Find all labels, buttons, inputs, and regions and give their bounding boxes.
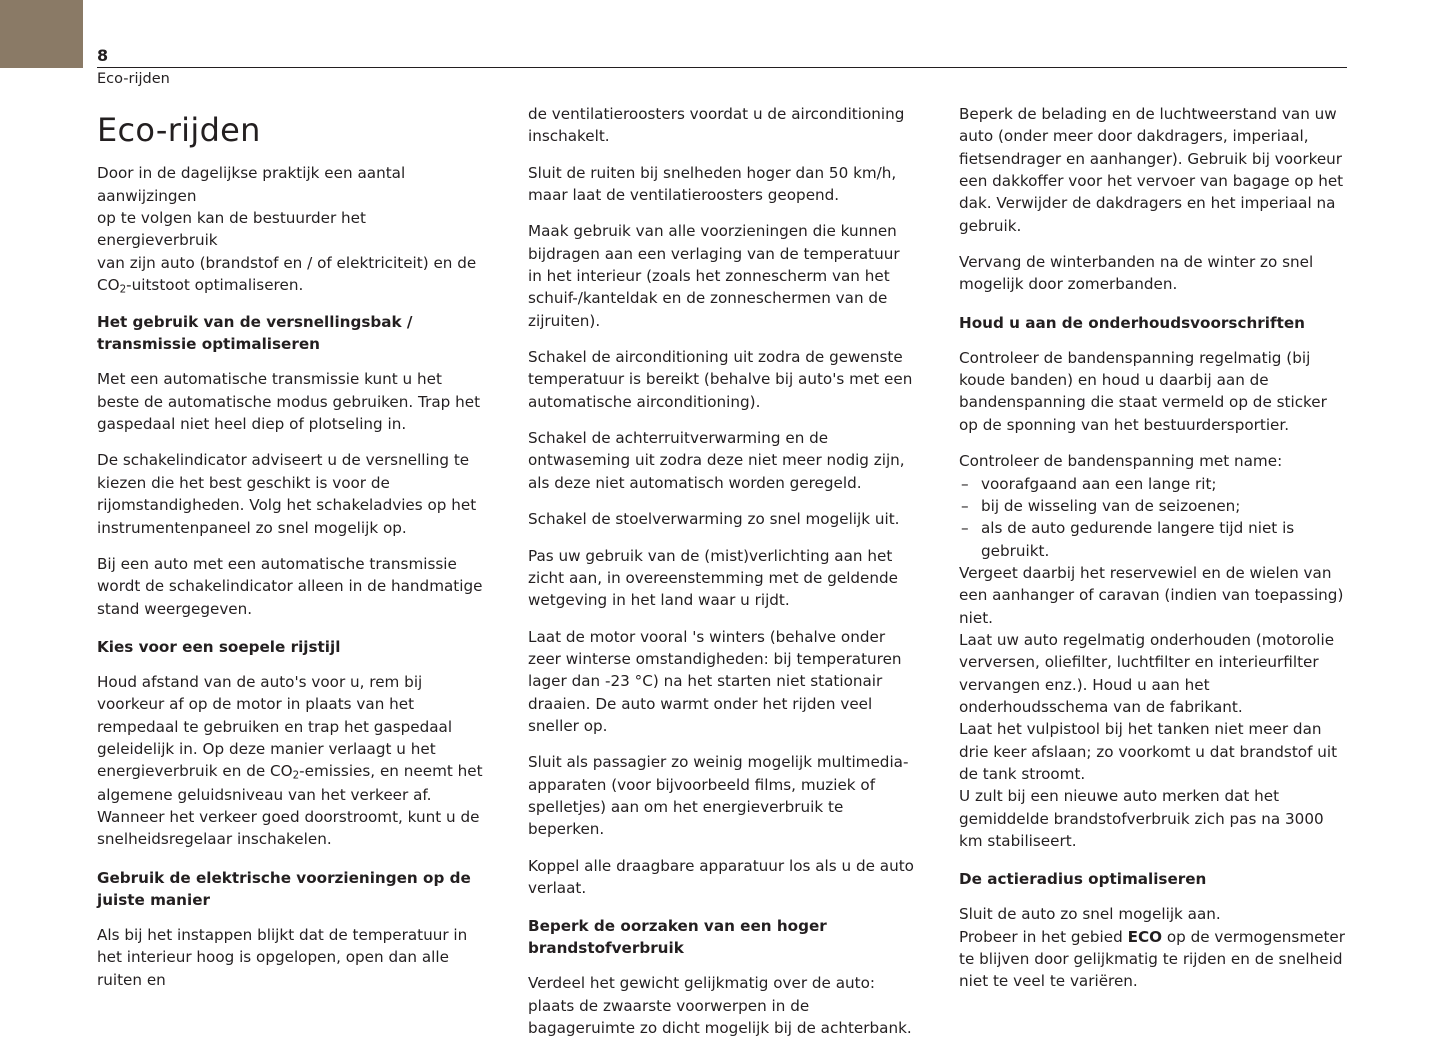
paragraph-multimedia: Sluit als passagier zo weinig mogelijk multimedia-apparaten (voor bijvoorbeeld films, muziek of spelletjes) aan om het energieverbruik te beperken. <box>528 753 909 839</box>
eco-text-a: Probeer in het gebied <box>959 927 1128 946</box>
rijstijl-text-b: -emissies, en neemt het algemene geluidsniveau van het verkeer af. Wanneer het verkeer goed doorstroomt, kunt u de snelheidsregelaar inschakelen. <box>97 762 483 849</box>
bandenspanning-list <box>959 473 1348 562</box>
co2-suffix: -uitstoot optimaliseren. <box>126 275 304 294</box>
paragraph-eco-gebied <box>959 926 1348 993</box>
heading-elektrische-voorzieningen: Gebruik de elektrische voorzieningen op de juiste manier <box>97 868 471 909</box>
rijstijl-text-a: Houd afstand van de auto's voor u, rem bij voorkeur af op de motor in plaats van het rempedaal te gebruiken en trap het gaspedaal geleidelijk in. Op deze manier verlaagt u het energieverbruik en de CO <box>97 672 453 781</box>
heading-brandstofverbruik: Beperk de oorzaken van een hoger brandstofverbruik <box>528 917 827 958</box>
paragraph-achterruitverwarming: Schakel de achterruitverwarming en de ontwaseming uit zodra deze niet meer nodig zijn, als deze niet automatisch worden geregeld. <box>528 429 905 492</box>
paragraph-mistverlichting: Pas uw gebruik van de (mist)verlichting aan het zicht aan, in overeenstemming met de geldende wetgeving in het land waar u rijdt. <box>528 546 899 610</box>
column-middle <box>528 103 917 1053</box>
paragraph-auto-aansluiten: Sluit de auto zo snel mogelijk aan. <box>959 905 1221 924</box>
paragraph-stationair-draaien: Laat de motor vooral 's winters (behalve onder zeer winterse omstandigheden: bij temperaturen lager dan -23 °C) na het starten niet stationair draaien. De auto warmt onder het rijden veel sneller op. <box>528 627 902 735</box>
co2-subscript-2: 2 <box>292 769 300 782</box>
paragraph-airconditioning-uit: Schakel de airconditioning uit zodra de gewenste temperatuur is bereikt (behalve bij auto's met een automatische airconditioning). <box>528 348 913 411</box>
column-right <box>959 103 1348 1053</box>
heading-actieradius: De actieradius optimaliseren <box>959 870 1207 889</box>
paragraph-instappen-temperatuur: Als bij het instappen blijkt dat de temperatuur in het interieur hoog is opgelopen, open dan alle ruiten en <box>97 925 468 989</box>
list-item: – als de auto gedurende langere tijd niet is gebruikt. <box>959 517 1348 562</box>
co2-subscript: 2 <box>119 283 127 296</box>
paragraph-stoelverwarming: Schakel de stoelverwarming zo snel mogelijk uit. <box>528 510 900 529</box>
paragraph-handmatige-stand: Bij een auto met een automatische transmissie wordt de schakelindicator alleen in de handmatige stand weergegeven. <box>97 554 483 618</box>
eco-text-b: op de vermogensmeter te blijven door gelijkmatig te rijden en de snelheid niet te veel te variëren. <box>959 927 1346 991</box>
page-header <box>97 48 1347 89</box>
paragraph-schakelindicator: De schakelindicator adviseert u de versnelling te kiezen die het best geschikt is voor de rijomstandigheden. Volg het schakeladvies op het instrumentenpaneel zo snel mogelijk op. <box>97 451 477 537</box>
paragraph-vulpistool: Laat het vulpistool bij het tanken niet meer dan drie keer afslaan; zo voorkomt u dat brandstof uit de tank stroomt. <box>959 720 1338 783</box>
paragraph-ruiten-snelheid: Sluit de ruiten bij snelheden hoger dan 50 km/h, maar laat de ventilatieroosters geopend. <box>528 163 897 205</box>
paragraph-nieuwe-auto: U zult bij een nieuwe auto merken dat het gemiddelde brandstofverbruik zich pas na 3000 km stabiliseert. <box>959 787 1324 850</box>
paragraph-automatische-transmissie: Met een automatische transmissie kunt u het beste de automatische modus gebruiken. Trap het gaspedaal niet heel diep of plotseling in. <box>97 370 481 434</box>
paragraph-draagbare-apparatuur: Koppel alle draagbare apparatuur los als u de auto verlaat. <box>528 856 914 897</box>
paragraph-rijstijl <box>97 671 486 851</box>
intro-line-1: Door in de dagelijkse praktijk een aantal aanwijzingen <box>97 164 406 205</box>
content-columns <box>97 103 1348 1053</box>
page-title: Eco-rijden <box>97 111 261 149</box>
paragraph-reservewiel: Vergeet daarbij het reservewiel en de wielen van een aanhanger of caravan (indien van toepassing) niet. <box>959 563 1344 627</box>
eco-label: ECO <box>1127 927 1163 946</box>
intro-line-4 <box>97 274 486 297</box>
paragraph-bandenspanning-intro: Controleer de bandenspanning met name: <box>959 452 1283 471</box>
column-left <box>97 103 486 1053</box>
header-chapter-title: Eco-rijden <box>97 70 170 87</box>
heading-onderhoudsvoorschriften: Houd u aan de onderhoudsvoorschriften <box>959 313 1305 332</box>
heading-transmissie: Het gebruik van de versnellingsbak / transmissie optimaliseren <box>97 313 413 354</box>
paragraph-onderhoud: Laat uw auto regelmatig onderhouden (motorolie verversen, oliefilter, luchtfilter en interieurfilter vervangen enz.). Houd u aan het onderhoudsschema van de fabrikant. <box>959 630 1335 716</box>
decorative-corner-block <box>0 0 83 68</box>
intro-line-2: op te volgen kan de bestuurder het energieverbruik <box>97 208 366 250</box>
list-item: – bij de wisseling van de seizoenen; <box>959 495 1348 517</box>
paragraph-ventilatieroosters: de ventilatieroosters voordat u de airconditioning inschakelt. <box>528 105 905 146</box>
paragraph-gewichtsverdeling: Verdeel het gewicht gelijkmatig over de auto: plaats de zwaarste voorwerpen in de bagageruimte zo dicht mogelijk bij de achterbank. <box>528 974 912 1038</box>
co2-prefix: CO <box>97 275 120 294</box>
page-number: 8 <box>97 46 109 65</box>
heading-soepele-rijstijl: Kies voor een soepele rijstijl <box>97 637 341 656</box>
paragraph-belading-luchtweerstand: Beperk de belading en de luchtweerstand van uw auto (onder meer door dakdragers, imperiaal, fietsendrager en aanhanger). Gebruik bij voorkeur een dakkoffer voor het vervoer van bagage op het dak. Verwijder de dakdragers en het imperiaal na gebruik. <box>959 105 1344 235</box>
paragraph-winterbanden: Vervang de winterbanden na de winter zo snel mogelijk door zomerbanden. <box>959 253 1314 294</box>
paragraph-zonneschermen: Maak gebruik van alle voorzieningen die kunnen bijdragen aan een verlaging van de temperatuur in het interieur (zoals het zonnescherm van het schuif-/kanteldak en de zonneschermen van de zijruiten). <box>528 222 900 330</box>
intro-line-3: van zijn auto (brandstof en / of elektriciteit) en de <box>97 253 477 272</box>
paragraph-bandenspanning: Controleer de bandenspanning regelmatig (bij koude banden) en houd u daarbij aan de bandenspanning die staat vermeld op de sticker op de sponning van het bestuurdersportier. <box>959 348 1327 434</box>
list-item: – voorafgaand aan een lange rit; <box>959 473 1348 495</box>
intro-paragraph <box>97 162 486 297</box>
